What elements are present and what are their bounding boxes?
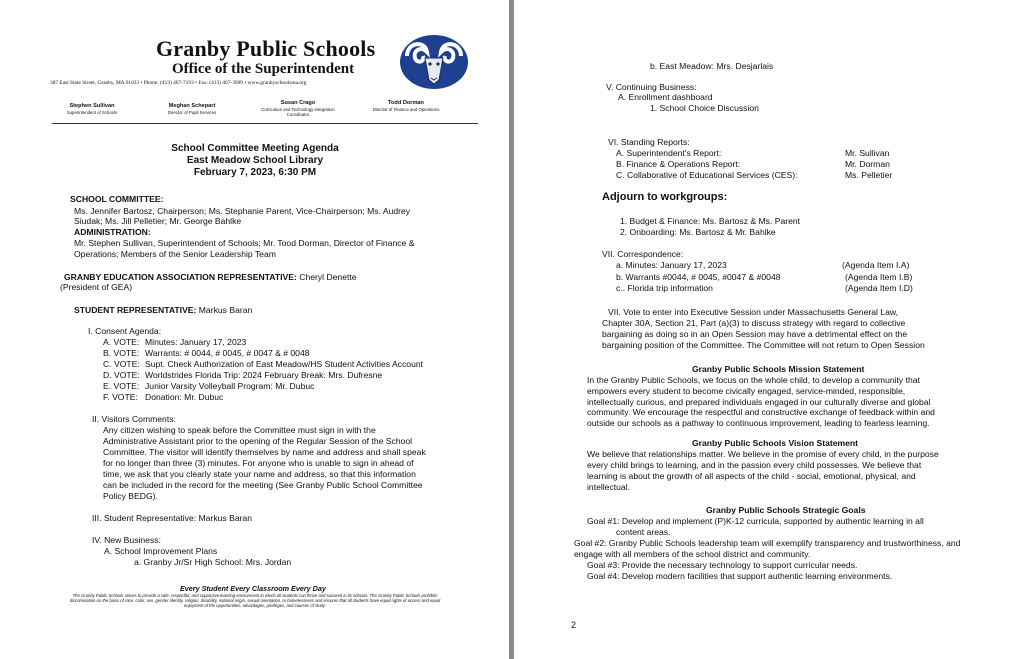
agenda-page-2 bbox=[514, 0, 1024, 659]
mission-line: empowers every student to become civically engaged, service-minded, responsible, bbox=[587, 386, 906, 396]
workgroup-item: 1. Budget & Finance: Ms. Bartosz & Ms. Parent bbox=[620, 216, 801, 226]
mission-line: community. We encourage the respectful and constructive exchange of feedback within and bbox=[587, 407, 935, 417]
staff-role: Superintendent of Schools bbox=[66, 109, 118, 115]
goal-line: engage with all members of the school district and community. bbox=[574, 549, 811, 559]
visitors-heading: II. Visitors Comments: bbox=[92, 414, 176, 424]
correspondence-item: b. Warrants #0044, # 0045, #0047 & #0048 bbox=[616, 272, 781, 282]
mission-line: intellectually curious, and prepared individuals engaged in our culturally diverse and global bbox=[587, 397, 931, 407]
goal-line: Goal #4: Develop modern facilities that support authentic learning environments. bbox=[587, 571, 893, 581]
executive-session-line: VII. Vote to enter into Executive Session under Massachusetts General Law, bbox=[608, 307, 898, 317]
continuing-heading: V. Continuing Business: bbox=[606, 82, 697, 92]
staff-crago bbox=[256, 100, 340, 117]
consent-item-text: Supt. Check Authorization of East Meadow/HS Student Activities Account bbox=[145, 359, 424, 369]
workgroup-item: 2. Onboarding: Ms. Bartosz & Mr. Bahlke bbox=[620, 227, 776, 237]
staff-name: Stephen Sullivan bbox=[69, 103, 115, 109]
mission-line: outside our schools as a pathway to continuous improvement, leading to fearless learning. bbox=[587, 418, 930, 428]
staff-dorman bbox=[364, 100, 448, 112]
consent-item-key: B. VOTE: bbox=[103, 348, 140, 358]
consent-item-key: C. VOTE: bbox=[103, 359, 140, 369]
goal-line: Goal #1: Develop and implement (P)K-12 curricula, supported by authentic learning in all bbox=[587, 516, 924, 526]
visitors-line: time, we ask that you clearly state your name and address, so that this information bbox=[103, 469, 416, 479]
staff-schepart bbox=[152, 103, 232, 115]
standing-heading: VI. Standing Reports: bbox=[608, 137, 690, 147]
correspondence-ref: (Agenda Item I.D) bbox=[845, 283, 913, 293]
mission-heading: Granby Public Schools Mission Statement bbox=[692, 364, 865, 374]
correspondence-heading: VII. Correspondence: bbox=[602, 249, 684, 259]
executive-session-line: Chapter 30A, Section 21, Part (a)(3) to discuss strategy with regard to collective bbox=[602, 318, 906, 328]
meeting-datetime: February 7, 2023, 6:30 PM bbox=[193, 167, 317, 178]
visitors-line: for no longer than three (3) minutes. For anyone who is unable to sign in ahead of bbox=[103, 458, 414, 468]
new-business-sub: A. School Improvement Plans bbox=[104, 546, 218, 556]
student-rep-item: III. Student Representative: Markus Baran bbox=[92, 513, 253, 523]
correspondence-item: a. Minutes: January 17, 2023 bbox=[616, 260, 727, 270]
gea-title: (President of GEA) bbox=[60, 282, 133, 292]
standing-item: B. Finance & Operations Report: bbox=[616, 159, 741, 169]
standing-item: C. Collaborative of Educational Services (CES): bbox=[616, 170, 798, 180]
goal-line: Goal #2: Granby Public Schools leadership team will exemplify transparency and trustworthiness, and bbox=[574, 538, 961, 548]
new-business-heading: IV. New Business: bbox=[92, 535, 161, 545]
visitors-line: can be included in the record for the meeting (See Granby Public School Committee bbox=[103, 480, 423, 490]
page-number: 2 bbox=[571, 620, 577, 630]
visitors-line: Committee. The visitor will identify themselves by name and address and shall speak bbox=[103, 447, 426, 457]
address-line: 387 East State Street, Granby, MA 01033 • Phone: (413) 467-7193 • Fax: (413) 467-3909 • www.granbyschoolsma.org bbox=[50, 80, 307, 86]
standing-person: Mr. Dorman bbox=[845, 159, 890, 169]
meeting-location: East Meadow School Library bbox=[186, 155, 324, 166]
east-meadow-item: b. East Meadow: Mrs. Desjarlais bbox=[650, 61, 774, 71]
consent-item-key: A. VOTE: bbox=[103, 337, 140, 347]
correspondence-ref: (Agenda Item I.B) bbox=[845, 272, 913, 282]
consent-item-text: Donation: Mr. Dubuc bbox=[145, 392, 224, 402]
student-rep bbox=[74, 305, 252, 316]
continuing-subsub: 1. School Choice Discussion bbox=[650, 103, 759, 113]
staff-name: Todd Dorman bbox=[388, 100, 424, 106]
committee-label: SCHOOL COMMITTEE: bbox=[70, 194, 164, 204]
consent-item-text: Worldstrides Florida Trip: 2024 February Break: Mrs. Dufresne bbox=[145, 370, 383, 380]
consent-item-text: Minutes: January 17, 2023 bbox=[145, 337, 247, 347]
staff-sullivan bbox=[52, 103, 132, 115]
vision-line: learning is about the growth of all aspects of the child - social, emotional, physical, and bbox=[587, 471, 916, 481]
mission-line: In the Granby Public Schools, we focus on the whole child, to develop a community that bbox=[587, 375, 920, 385]
standing-person: Mr. Sullivan bbox=[845, 148, 890, 158]
continuing-sub: A. Enrollment dashboard bbox=[618, 92, 713, 102]
staff-role: Director of Finance and Operations bbox=[372, 106, 440, 112]
visitors-line: Policy BEDG). bbox=[103, 491, 158, 501]
nondiscrimination-statement: The Granby Public Schools strives to provide a safe, respectful, and supportive learning environment in which all students can thrive and succeed in its schools. The Granby Public Schools prohibits discrimination on the basis of race, color, sex, gender identity, religion, disability, national origin, sexual orientation, or homelessness and ensures that all students have equal rights of access and equal enjoyment of the opportunities, advantages, privileges, and courses of study. bbox=[69, 593, 441, 608]
consent-item-key: E. VOTE: bbox=[103, 381, 140, 391]
new-business-subsub: a. Granby Jr/Sr High School: Mrs. Jordan bbox=[134, 557, 292, 567]
staff-name: Meghan Schepart bbox=[168, 103, 216, 109]
goals-heading: Granby Public Schools Strategic Goals bbox=[706, 505, 866, 515]
staff-role: Director of Pupil Services bbox=[167, 109, 217, 115]
student-rep-name: Markus Baran bbox=[196, 305, 253, 315]
gea-label: GRANBY EDUCATION ASSOCIATION REPRESENTATIVE: bbox=[64, 272, 297, 282]
standing-item: A. Superintendent's Report: bbox=[616, 148, 722, 158]
agenda-title: School Committee Meeting Agenda bbox=[171, 143, 339, 154]
staff-role: Curriculum and Technology Integration Coordinator bbox=[261, 106, 335, 117]
vision-line: every child brings to learning, and in the passion every child possesses. We believe that bbox=[587, 460, 922, 470]
committee-line: Ms. Jennifer Bartosz, Chairperson; Ms. Stephanie Parent, Vice-Chairperson; Ms. Audrey bbox=[74, 206, 411, 216]
school-name: Granby Public Schools bbox=[156, 36, 376, 61]
staff-name: Susan Crago bbox=[280, 100, 316, 106]
executive-session-line: bargaining as doing so in an Open Session may have a detrimental effect on the bbox=[602, 329, 908, 339]
administration-line: Operations; Members of the Senior Leadership Team bbox=[74, 249, 276, 259]
standing-person: Ms. Pelletier bbox=[845, 170, 893, 180]
consent-item-text: Junior Varsity Volleyball Program: Mr. Dubuc bbox=[145, 381, 315, 391]
administration-line: Mr. Stephen Sullivan, Superintendent of Schools; Mr. Tood Dorman, Director of Finance & bbox=[74, 238, 415, 248]
ram-mascot-logo-icon bbox=[399, 34, 469, 90]
agenda-page-1 bbox=[0, 0, 509, 659]
vision-line: We believe that relationships matter. We believe in the promise of every child, in the purpose bbox=[587, 449, 939, 459]
executive-session-line: bargaining position of the Committee. The Committee will not return to Open Session bbox=[602, 340, 925, 350]
correspondence-item: c.. Florida trip information bbox=[616, 283, 713, 293]
visitors-line: Any citizen wishing to speak before the Committee must sign in with the bbox=[103, 425, 376, 435]
workgroups-heading: Adjourn to workgroups: bbox=[602, 191, 728, 203]
header-divider bbox=[52, 123, 478, 124]
vision-line: intellectual. bbox=[587, 482, 630, 492]
committee-line: Siudak; Ms. Jill Pelletier; Mr. George Bahlke bbox=[74, 216, 242, 226]
administration-label: ADMINISTRATION: bbox=[74, 227, 151, 237]
goal-line: content areas. bbox=[616, 527, 671, 537]
office-title: Office of the Superintendent bbox=[172, 61, 355, 77]
goal-line: Goal #3: Provide the necessary technology to support curricular needs. bbox=[587, 560, 858, 570]
motto: Every Student Every Classroom Every Day bbox=[180, 584, 326, 593]
gea-name: Cheryl Denette bbox=[296, 272, 357, 282]
consent-item-text: Warrants: # 0044, # 0045, # 0047 & # 0048 bbox=[145, 348, 310, 358]
consent-item-key: F. VOTE: bbox=[103, 392, 138, 402]
consent-item-key: D. VOTE: bbox=[103, 370, 140, 380]
student-rep-label: STUDENT REPRESENTATIVE: bbox=[74, 305, 197, 315]
visitors-line: Administrative Assistant prior to the opening of the Regular Session of the School bbox=[103, 436, 413, 446]
correspondence-ref: (Agenda Item I.A) bbox=[842, 260, 910, 270]
vision-heading: Granby Public Schools Vision Statement bbox=[692, 438, 859, 448]
consent-agenda-heading: I. Consent Agenda: bbox=[88, 326, 162, 336]
